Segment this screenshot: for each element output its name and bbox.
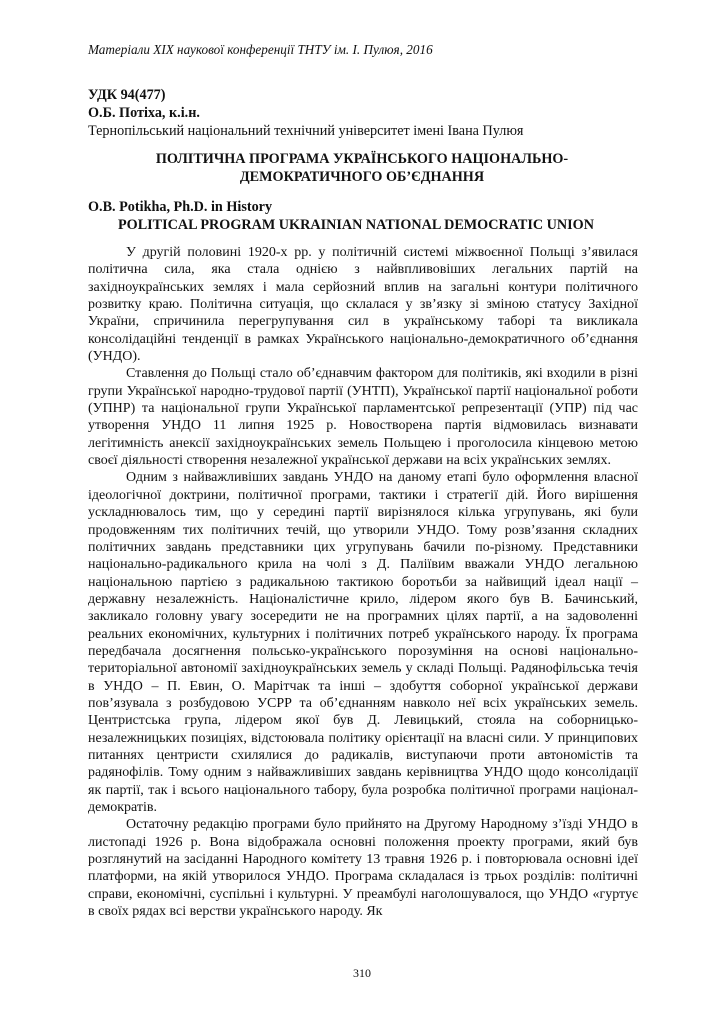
article-meta [88,86,648,140]
body-paragraph-4: Остаточну редакцію програми було прийнято на Другому Народному з’їзді УНДО в листопаді 1926 р. Вона відображала основні положення проекту програми, який був розглянутий на засіданні Народного комітету 13 травня 1926 р. і повторювала основні ідеї платформи, на якій утворилося УНДО. Програма складалася із трьох розділів: політичні справи, економічні, суспільні і культурні. У преамбулі наголошувалося, що УНДО «гуртує в своїх рядах всі верстви українського народу. Як [88,817,638,920]
title-line-2: ДЕМОКРАТИЧНОГО ОБ’ЄДНАННЯ [239,169,485,185]
author-name: О.Б. Потіха, к.і.н. [88,105,200,121]
title-line-1: ПОЛІТИЧНА ПРОГРАМА УКРАЇНСЬКОГО НАЦІОНАЛЬНО- [155,151,569,167]
running-header: Матеріали ХІХ наукової конференції ТНТУ ім. І. Пулюя, 2016 [88,42,433,57]
page-number: 310 [353,966,371,980]
article-body [88,244,638,920]
author-name-english: O.B. Potikha, Ph.D. in History [88,199,273,215]
body-paragraph-3: Одним з найважливіших завдань УНДО на даному етапі було оформлення власної ідеологічної доктрини, політичної програми, тактики і стратегії дій. Його вирішення ускладнювалось тим, що у середині партії вирізнялося кілька угрупувань, які були продовженням тих політичних течій, що утворили УНДО. Тому розв’язання складних політичних завдань представники цих угрупувань бачили по-різному. Представники національно-радикального крила на чолі з Д. Паліївим вважали УНДО легальною національною партією з радикальною тактикою боротьби за найвищий ідеал нації – державну незалежність. Націоналістичне крило, лідером якого був В. Бачинський, закликало головну увагу зосередити не на програмних цілях партії, а на задоволенні реальних економічних, культурних і політичних потреб українського народу. Їх програма передбачала досягнення польсько-українського порозуміння на основі національно-територіальної автономії західноукраїнських земель у складі Польщі. Радянофільська течія в УНДО – П. Евин, О. Марітчак та інші – здобуття соборної української держави пов’язувала з розбудовою УСРР та об’єднанням навколо неї всіх українських земель. Центристська група, лідером якої був Д. Левицький, стояла на соборницько-незалежницьких позиціях, відстоювала політику орієнтації на власні сили. У принципових питаннях центристи схилялися до радикалів, виступаючи проти автономістів та радянофілів. Тому одним з найважливіших завдань керівництва УНДО щодо консолідації як партії, так і всього національного табору, була розробка політичної програми націонал-демократів. [88,470,638,815]
udc-code: УДК 94(477) [88,87,166,103]
article-title-ukrainian [88,150,636,186]
body-paragraph-2: Ставлення до Польщі стало об’єднавчим фактором для політиків, які входили в різні групи Української народно-трудової партії (УНТП), Української партії національної роботи (УПНР) та національної групи Української парламентської репрезентації (УПР) під час утворення УНДО 11 липня 1925 р. Новостворена партія відмовилась визнавати легітимність анексії західноукраїнських земель Польщею і проголосила кінцевою метою своєї діяльності створення незалежної української держави на всіх українських землях. [88,366,638,469]
article-title-english: POLITICAL PROGRAM UKRAINIAN NATIONAL DEMOCRATIC UNION [118,217,594,233]
author-affiliation: Тернопільський національний технічний університет імені Івана Пулюя [88,123,524,139]
body-paragraph-1: У другій половині 1920-х рр. у політичній системі міжвоєнної Польщі з’явилася політична сила, яка стала однією з найвпливовіших легальних партій на західноукраїнських землях і мала серйозний вплив на загальні контури політичного розвитку краю. Політична ситуація, що склалася у зв’язку зі зміною статусу Західної України, спричинила перегрупування сил в українському таборі та викликала консолідаційні тенденції в рамках Українського національно-демократичного об’єднання (УНДО). [88,245,638,365]
